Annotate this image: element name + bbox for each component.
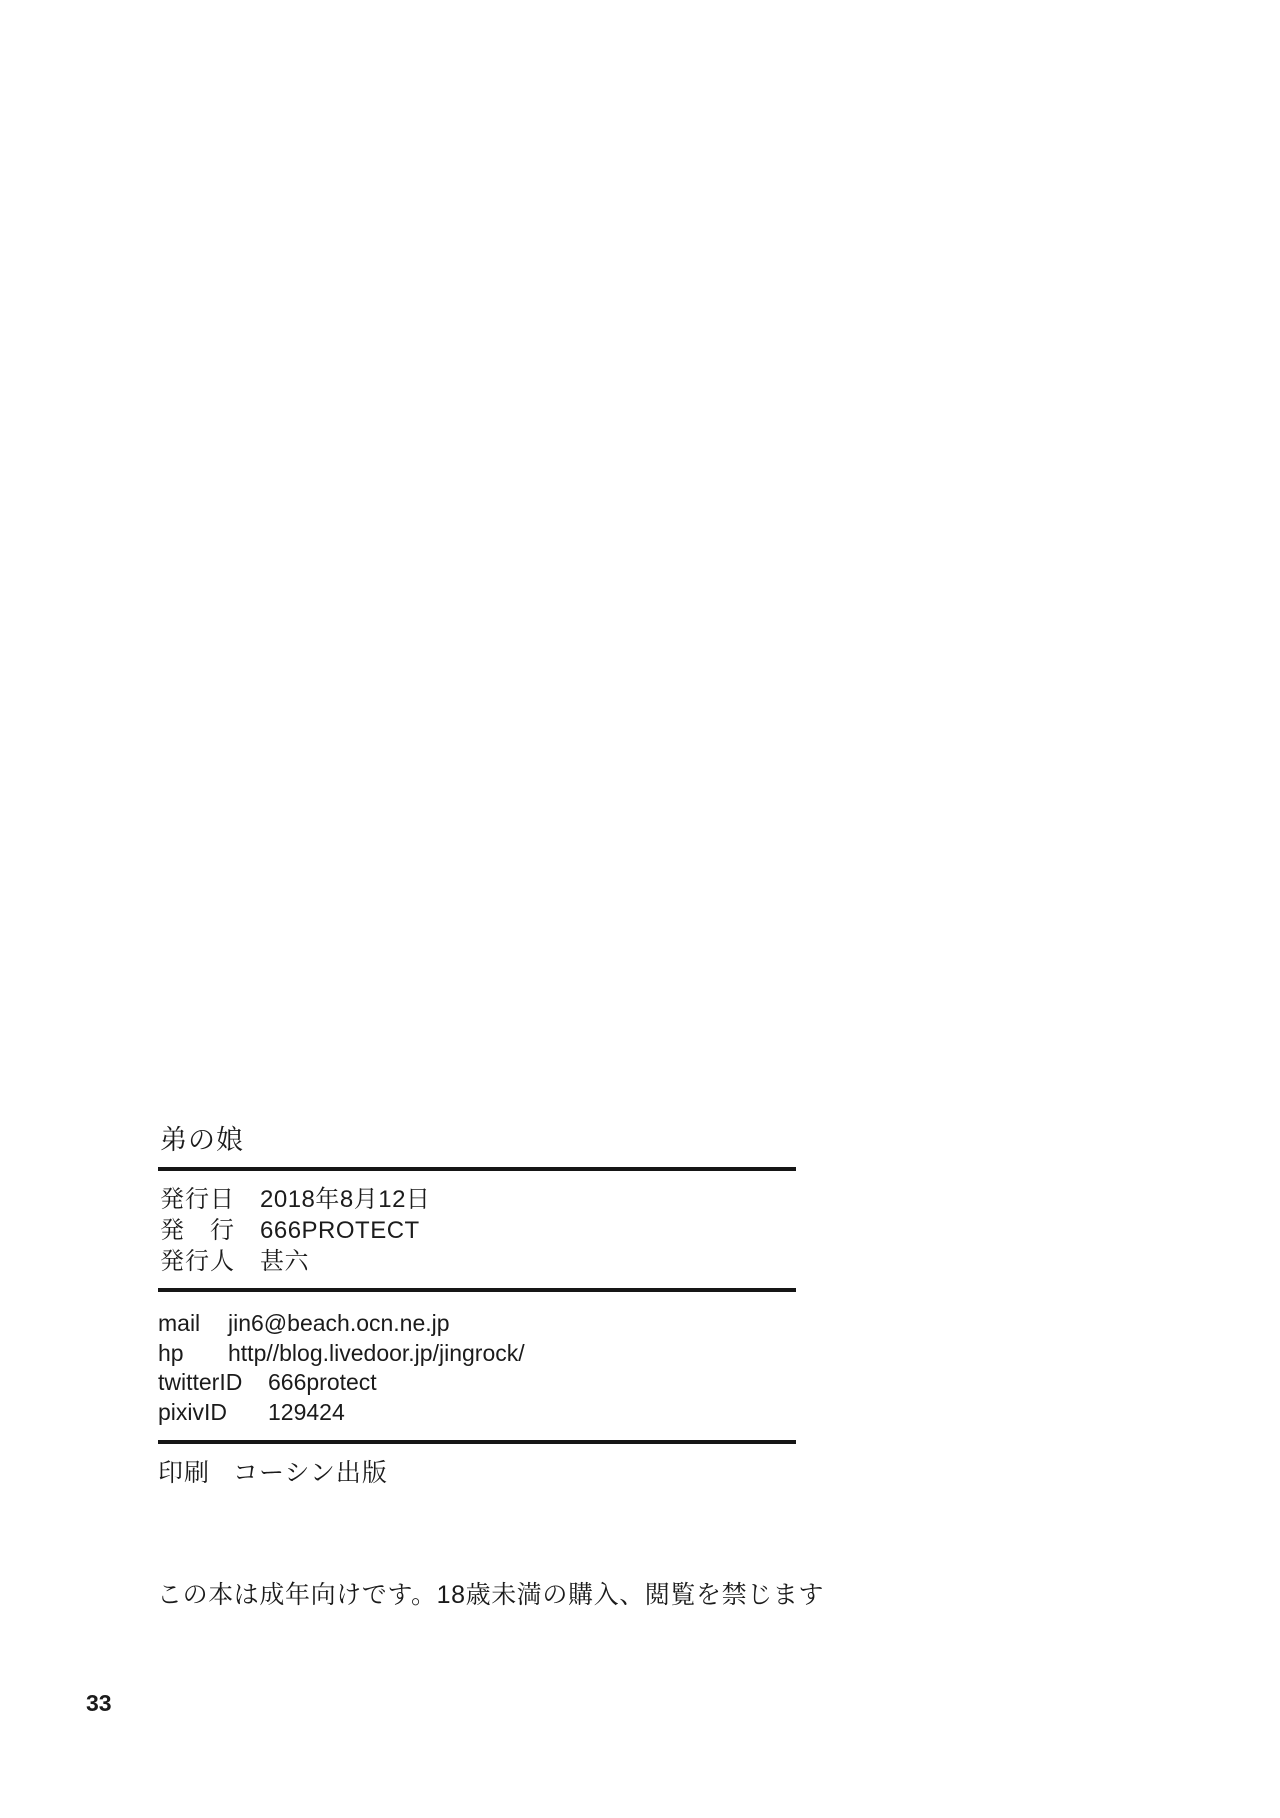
publication-row-date [160, 1184, 430, 1215]
row-value: jin6@beach.ocn.ne.jp [228, 1310, 450, 1336]
contact-row-pixiv [158, 1398, 525, 1428]
row-value: 129424 [268, 1398, 345, 1425]
row-label: 発行人 [160, 1248, 235, 1275]
contact-row-twitter [158, 1368, 525, 1398]
adult-notice-text: この本は成年向けです。18歳未満の購入、閲覧を禁じます [157, 1581, 825, 1609]
doujin-title: 弟の娘 [160, 1125, 244, 1155]
row-label: hp [158, 1339, 184, 1366]
row-value: 666protect [268, 1369, 377, 1395]
contact-row-hp [158, 1339, 525, 1369]
row-label: 印刷 [158, 1459, 211, 1487]
row-label: twitterID [158, 1369, 243, 1395]
page-number: 33 [86, 1690, 112, 1716]
divider-line [158, 1167, 796, 1171]
printer-row [158, 1458, 388, 1488]
row-label: 発 行 [160, 1217, 235, 1244]
contact-info-block [158, 1309, 525, 1427]
row-value: コーシン出版 [233, 1459, 388, 1487]
divider-line [158, 1440, 796, 1444]
row-label: pixivID [158, 1398, 228, 1425]
divider-line [158, 1288, 796, 1292]
row-value: http//blog.livedoor.jp/jingrock/ [228, 1339, 525, 1366]
contact-row-mail [158, 1309, 525, 1339]
row-label: mail [158, 1310, 201, 1336]
publication-info-block [160, 1184, 430, 1277]
publication-row-author [160, 1246, 430, 1277]
row-value: 666PROTECT [260, 1217, 420, 1244]
row-value: 甚六 [260, 1248, 309, 1275]
publication-row-publisher [160, 1215, 430, 1246]
row-value: 2018年8月12日 [260, 1186, 431, 1213]
row-label: 発行日 [160, 1186, 235, 1213]
